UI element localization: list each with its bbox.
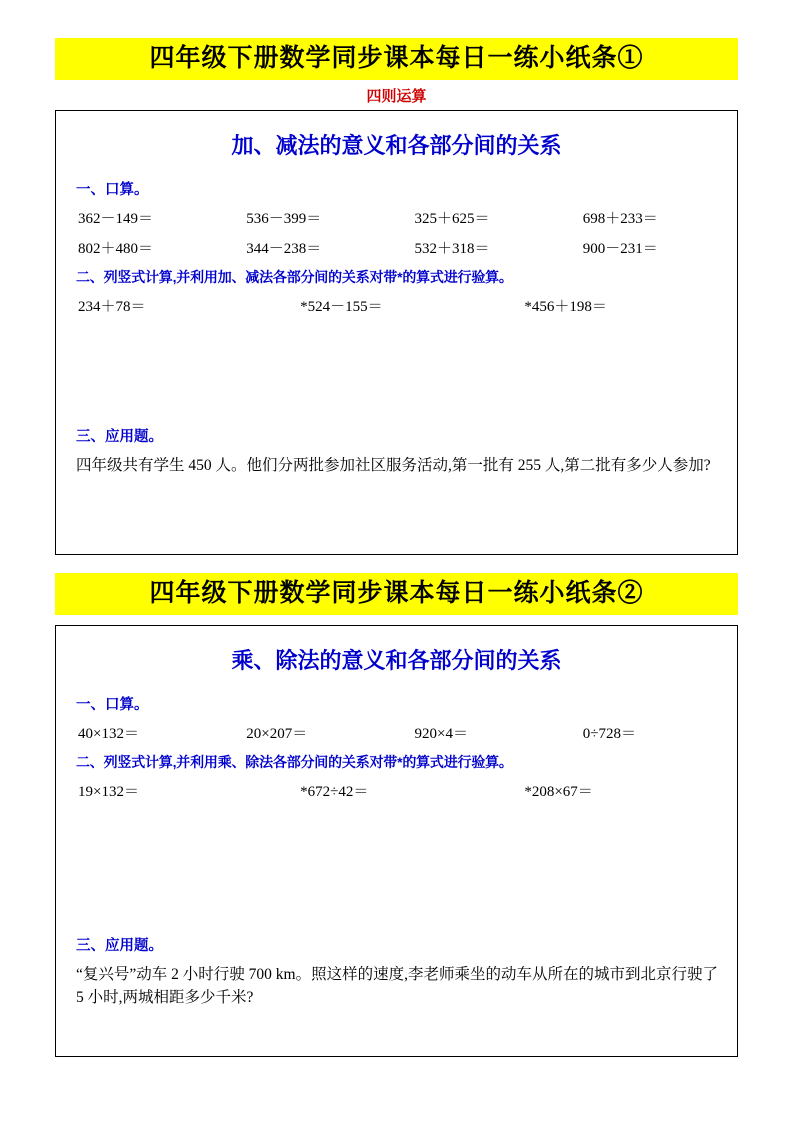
worksheet-2-banner: 四年级下册数学同步课本每日一练小纸条② — [55, 573, 738, 615]
worksheet-1-body — [55, 110, 738, 555]
worksheet-2-section-3-head: 三、应用题。 — [76, 937, 163, 954]
worksheet-1-work-area — [72, 325, 721, 421]
worksheet-2-section-1-head: 一、口算。 — [76, 696, 149, 713]
math-expression: 325＋625＝ — [414, 210, 490, 227]
math-expression: 532＋318＝ — [414, 240, 490, 257]
worksheet-2 — [55, 573, 738, 1057]
math-expression: 536－399＝ — [246, 210, 322, 227]
worksheet-1-section-1-head: 一、口算。 — [76, 181, 149, 198]
math-expression: *524－155＝ — [300, 298, 383, 315]
worksheet-1-banner: 四年级下册数学同步课本每日一练小纸条① — [55, 38, 738, 80]
worksheet-1-word-problem: 四年级共有学生 450 人。他们分两批参加社区服务活动,第一批有 255 人,第二批有多少人参加? — [76, 456, 711, 474]
worksheet-2-body — [55, 625, 738, 1057]
worksheet-2-vertical-row — [72, 780, 721, 801]
math-expression: 920×4＝ — [414, 725, 468, 742]
worksheet-1-lesson-title: 加、减法的意义和各部分间的关系 — [231, 132, 562, 158]
math-expression: 20×207＝ — [246, 725, 308, 742]
worksheet-1-subject: 四则运算 — [366, 87, 427, 105]
worksheet-2-lesson-title: 乘、除法的意义和各部分间的关系 — [231, 647, 562, 673]
worksheet-1-section-3-head: 三、应用题。 — [76, 428, 163, 445]
math-expression: 40×132＝ — [78, 725, 139, 742]
worksheet-2-section-2-head: 二、列竖式计算,并利用乘、除法各部分间的关系对带*的算式进行验算。 — [76, 753, 513, 770]
math-expression: 900－231＝ — [582, 240, 658, 257]
worksheet-1-section-2-head: 二、列竖式计算,并利用加、减法各部分间的关系对带*的算式进行验算。 — [76, 268, 513, 285]
worksheet-2-work-area — [72, 810, 721, 930]
math-expression: 19×132＝ — [78, 783, 139, 800]
math-expression: 362－149＝ — [78, 210, 154, 227]
worksheet-1 — [55, 38, 738, 555]
math-expression: *672÷42＝ — [300, 783, 369, 800]
worksheet-1-oral-row-2 — [72, 237, 721, 258]
math-expression: 698＋233＝ — [582, 210, 658, 227]
worksheet-1-oral-row-1 — [72, 207, 721, 228]
math-expression: 234＋78＝ — [78, 298, 146, 315]
math-expression: 344－238＝ — [246, 240, 322, 257]
math-expression: *456＋198＝ — [524, 298, 607, 315]
worksheet-2-oral-row-1 — [72, 722, 721, 743]
worksheet-1-vertical-row — [72, 295, 721, 316]
worksheet-2-spacer — [55, 615, 738, 625]
worksheet-2-word-problem: “复兴号”动车 2 小时行驶 700 km。照这样的速度,李老师乘坐的动车从所在的城市到北京行驶了 5 小时,两城相距多少千米? — [76, 965, 718, 1006]
math-expression: 802＋480＝ — [78, 240, 154, 257]
math-expression: *208×67＝ — [524, 783, 593, 800]
math-expression: 0÷728＝ — [582, 725, 636, 742]
